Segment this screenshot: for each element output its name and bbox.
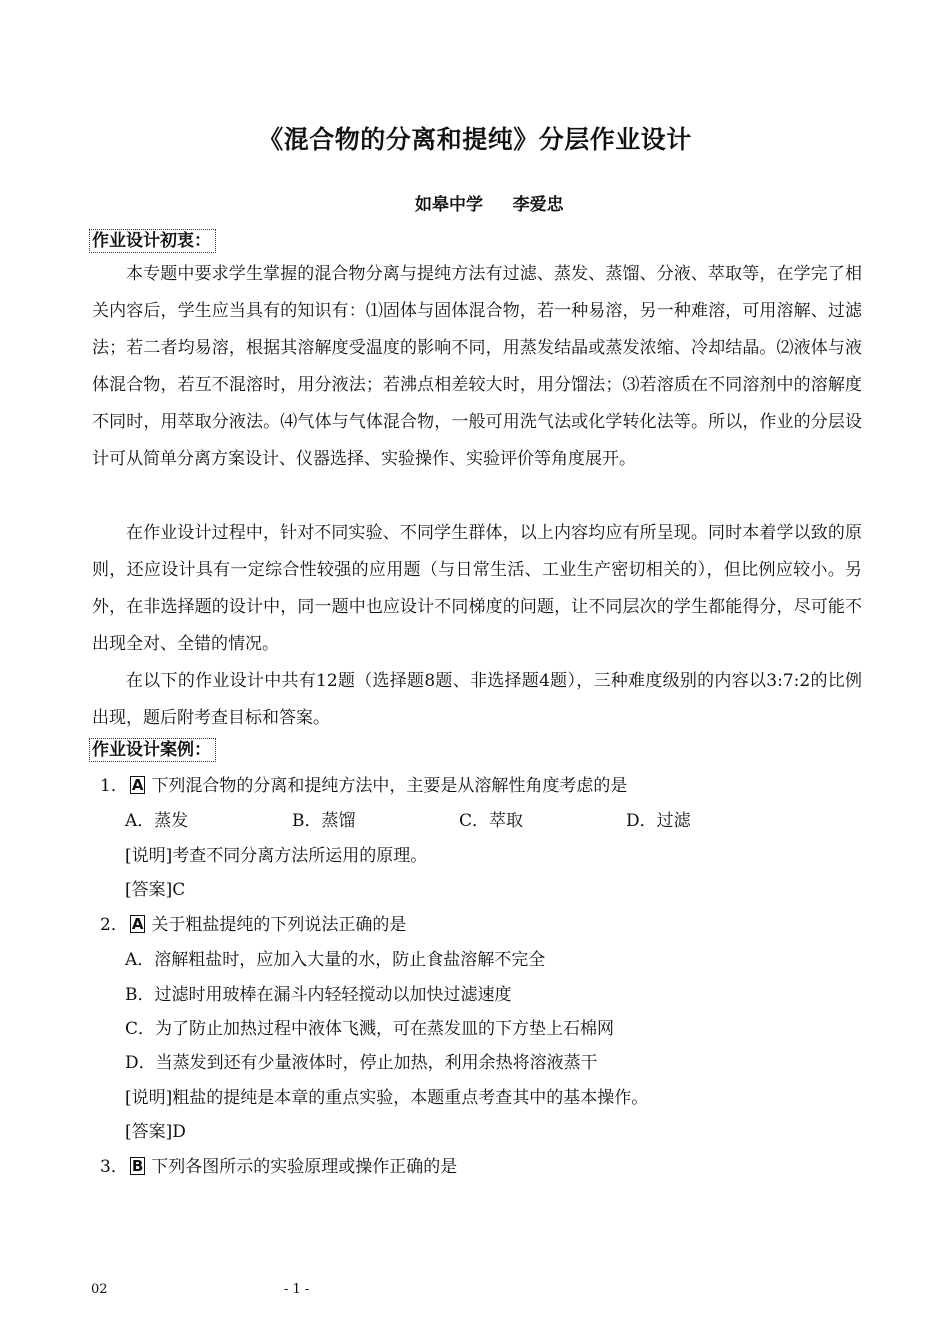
section-heading-intent: 作业设计初衷： [89, 229, 216, 253]
section-heading-cases: 作业设计案例： [89, 738, 216, 762]
page-number: - 1 - [284, 1282, 310, 1297]
question-number: 2． [100, 915, 128, 935]
paragraph-1: 本专题中要求学生掌握的混合物分离与提纯方法有过滤、蒸发、蒸馏、分液、萃取等，在学完了相关内容后，学生应当具有的知识有：⑴固体与固体混合物，若一种易溶，另一种难溶，可用溶解、过滤法；若二者均易溶，根据其溶解度受温度的影响不同，用蒸发结晶或蒸发浓缩、冷却结晶。⑵液体与液体混合物，若互不混溶时，用分液法；若沸点相差较大时，用分馏法；⑶若溶质在不同溶剂中的溶解度不同时，用萃取分液法。⑷气体与气体混合物，一般可用洗气法或化学转化法等。所以，作业的分层设计可从简单分离方案设计、仪器选择、实验操作、实验评价等角度展开。 [92, 264, 862, 469]
question-1 [100, 774, 627, 798]
question-3 [100, 1155, 457, 1179]
difficulty-badge: B [131, 1157, 144, 1175]
question-1-answer: [答案]C [125, 880, 186, 900]
question-number: 3． [100, 1157, 128, 1177]
footer-code: 02 [91, 1282, 108, 1297]
option-b: B．过滤时用玻棒在漏斗内轻轻搅动以加快过滤速度 [125, 985, 512, 1005]
question-2 [100, 913, 406, 937]
option-a: A．蒸发 [125, 811, 189, 831]
question-2-answer: [答案]D [125, 1122, 186, 1142]
option-d: D．过滤 [626, 811, 691, 831]
option-a: A．溶解粗盐时，应加入大量的水，防止食盐溶解不完全 [125, 950, 546, 970]
author-line: 如皋中学 李爱忠 [415, 195, 564, 215]
question-number: 1． [100, 776, 128, 796]
question-1-note: [说明]考查不同分离方法所运用的原理。 [125, 846, 428, 866]
paragraph-2: 在作业设计过程中，针对不同实验、不同学生群体，以上内容均应有所呈现。同时本着学以致的原则，还应设计具有一定综合性较强的应用题（与日常生活、工业生产密切相关的），但比例应较小。另外，在非选择题的设计中，同一题中也应设计不同梯度的问题，让不同层次的学生都能得分，尽可能不出现全对、全错的情况。 [92, 523, 862, 654]
document-title: 《混合物的分离和提纯》分层作业设计 [258, 125, 692, 154]
difficulty-badge: A [131, 915, 144, 933]
question-2-note: [说明]粗盐的提纯是本章的重点实验，本题重点考查其中的基本操作。 [125, 1088, 649, 1108]
question-text: 关于粗盐提纯的下列说法正确的是 [151, 915, 407, 935]
difficulty-badge: A [131, 776, 144, 794]
option-d: D．当蒸发到还有少量液体时，停止加热，利用余热将溶液蒸干 [125, 1053, 598, 1073]
paragraph-3: 在以下的作业设计中共有12题（选择题8题、非选择题4题），三种难度级别的内容以3:7:2的比例出现，题后附考查目标和答案。 [92, 671, 862, 728]
option-c: C．萃取 [459, 811, 524, 831]
question-text: 下列各图所示的实验原理或操作正确的是 [151, 1157, 458, 1177]
question-text: 下列混合物的分离和提纯方法中，主要是从溶解性角度考虑的是 [151, 776, 628, 796]
option-b: B．蒸馏 [292, 811, 356, 831]
option-c: C．为了防止加热过程中液体飞溅，可在蒸发皿的下方垫上石棉网 [125, 1019, 615, 1039]
